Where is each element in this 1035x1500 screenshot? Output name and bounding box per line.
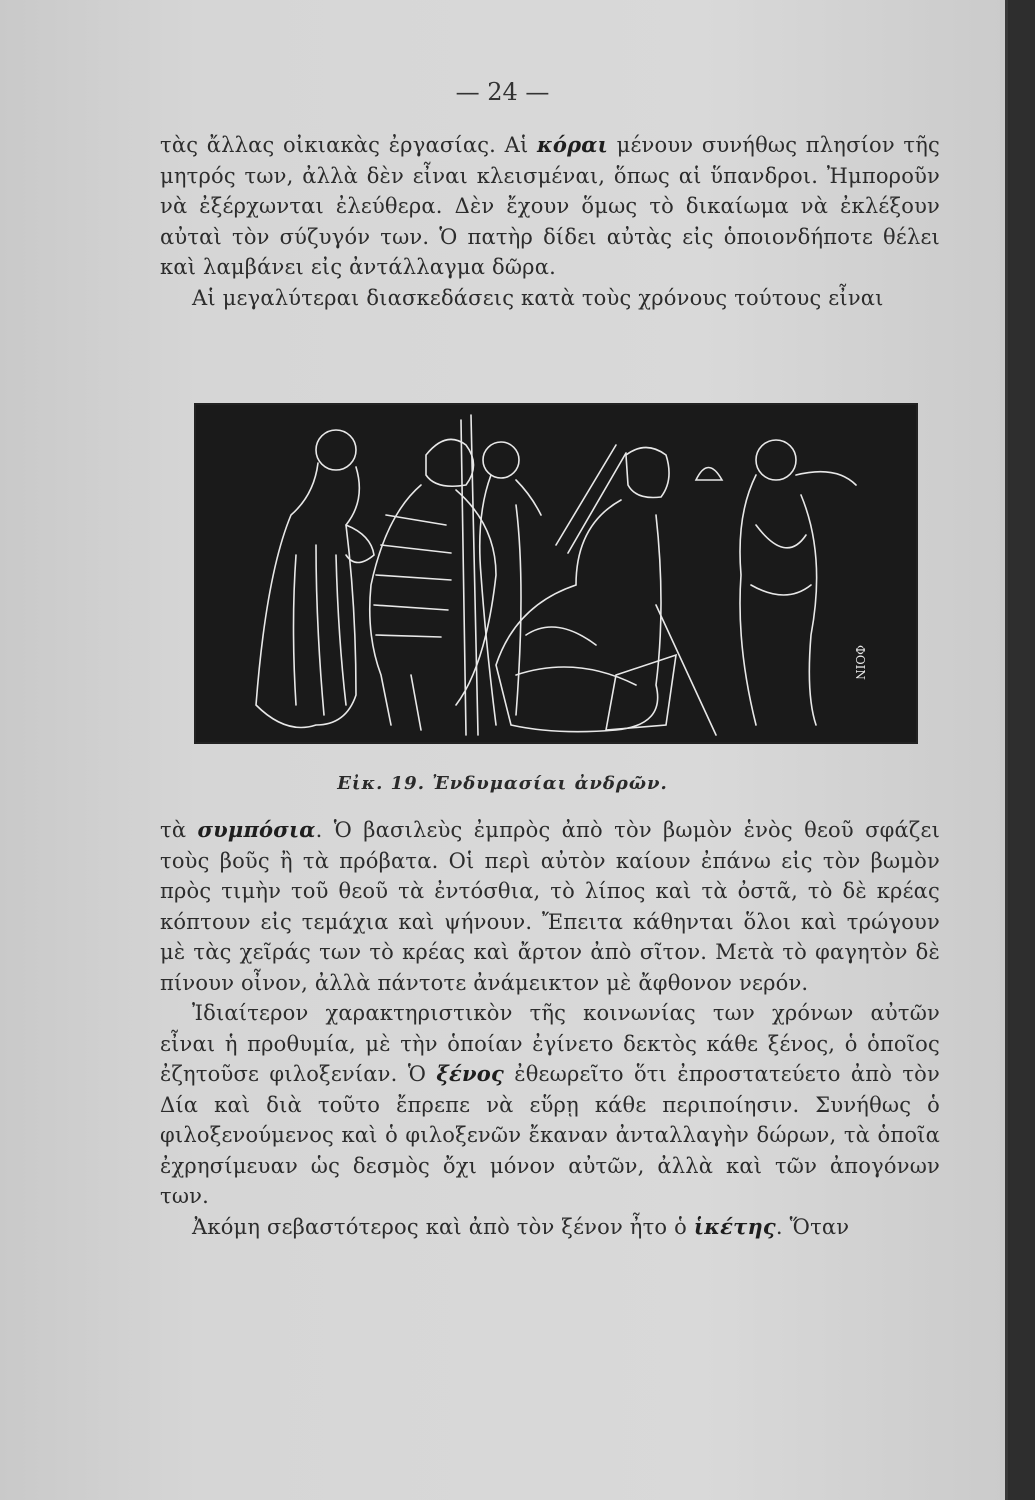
paragraph-5-text-b: . Ὅταν [775, 1214, 850, 1239]
page-number: — 24 — [455, 78, 550, 106]
figure-caption: Εἰκ. 19. Ἐνδυμασίαι ἀνδρῶν. [337, 773, 668, 794]
paragraph-4 [160, 998, 940, 1212]
paragraph-3-text-a: τὰ [160, 818, 198, 842]
term-iketis: ἱκέτης [693, 1213, 776, 1239]
svg-text:ΦΟΙΝ: ΦΟΙΝ [853, 645, 867, 680]
paragraph-3 [160, 815, 940, 998]
paragraph-1-text-b: μένουν συνήθως πλησίον τῆς μητρός των, ἀλλὰ δὲν εἶναι κλεισμέναι, ὅπως αἱ ὕπανδροι. Ἠμποροῦν νὰ ἐξέρχωνται ἐλεύθερα. Δὲν ἔχουν ὅμως τὸ δικαίωμα νὰ ἐκλέξουν αὐταὶ τὸν σύζυγόν των. Ὁ πατὴρ δίδει αὐτὰς εἰς ὁποιονδήποτε θέλει καὶ λαμβάνει εἰς ἀντάλλαγμα δῶρα. [160, 133, 940, 279]
paragraph-1 [160, 130, 940, 283]
paragraph-5 [160, 1212, 940, 1243]
paragraph-1-text-a: τὰς ἄλλας οἰκιακὰς ἐργασίας. Αἱ [160, 133, 537, 157]
term-xenos: ξένος [436, 1061, 504, 1086]
paragraph-5-text-a: Ἀκόμη σεβαστότερος καὶ ἀπὸ τὸν ξένον ἦτο ὁ [192, 1214, 694, 1239]
term-symposia: συμπόσια [197, 817, 316, 842]
paragraph-3-text-b: . Ὁ βασιλεὺς ἐμπρὸς ἀπὸ τὸν βωμὸν ἑνὸς θεοῦ σφάζει τοὺς βοῦς ἢ τὰ πρόβατα. Οἱ περὶ αὐτὸν καίουν ἐπάνω εἰς τὸν βωμὸν πρὸς τιμὴν τοῦ θεοῦ τὰ ἐντόσθια, τὸ λίπος καὶ τὰ ὀστᾶ, τὸ δὲ κρέας κόπτουν εἰς τεμάχια καὶ ψήνουν. Ἔπειτα κάθηνται ὅλοι καὶ τρώγουν μὲ τὰς χεῖράς των τὸ κρέας καὶ ἄρτον ἀπὸ σῖτον. Μετὰ τὸ φαγητὸν δὲ πίνουν οἶνον, ἀλλὰ πάντοτε ἀνάμεικτον μὲ ἄφθονον νερόν. [160, 818, 940, 995]
paragraph-4-text-b: ἐθεωρεῖτο ὅτι ἐπροστατεύετο ἀπὸ τὸν Δία καὶ διὰ τοῦτο ἔπρεπε νὰ εὕρῃ κάθε περιποίησιν. Συνήθως ὁ φιλοξενούμενος καὶ ὁ φιλοξενῶν ἔκαναν ἀνταλλαγὴν δώρων, τὰ ὁποῖα ἐχρησίμευαν ὡς δεσμὸς ὄχι μόνον αὐτῶν, ἀλλὰ καὶ τῶν ἀπογόνων των. [160, 1062, 940, 1208]
paragraph-4-text-a: Ἰδιαίτερον χαρακτηριστικὸν τῆς κοινωνίας των χρόνων αὐτῶν εἶναι ἡ προθυμία, μὲ τὴν ὁποίαν ἐγίνετο δεκτὸς κάθε ξένος, ὁ ὁποῖος ἐζητοῦσε φιλοξενίαν. Ὁ [160, 1001, 940, 1086]
book-edge [1008, 0, 1035, 1500]
term-korai: κόραι [536, 132, 609, 157]
text-block-bottom [160, 815, 940, 1242]
paragraph-2: Αἱ μεγαλύτεραι διασκεδάσεις κατὰ τοὺς χρόνους τούτους εἶναι [192, 285, 884, 310]
text-block-top [160, 130, 940, 313]
figure-vase-painting [194, 403, 918, 744]
vase-painting-illustration [196, 405, 916, 742]
